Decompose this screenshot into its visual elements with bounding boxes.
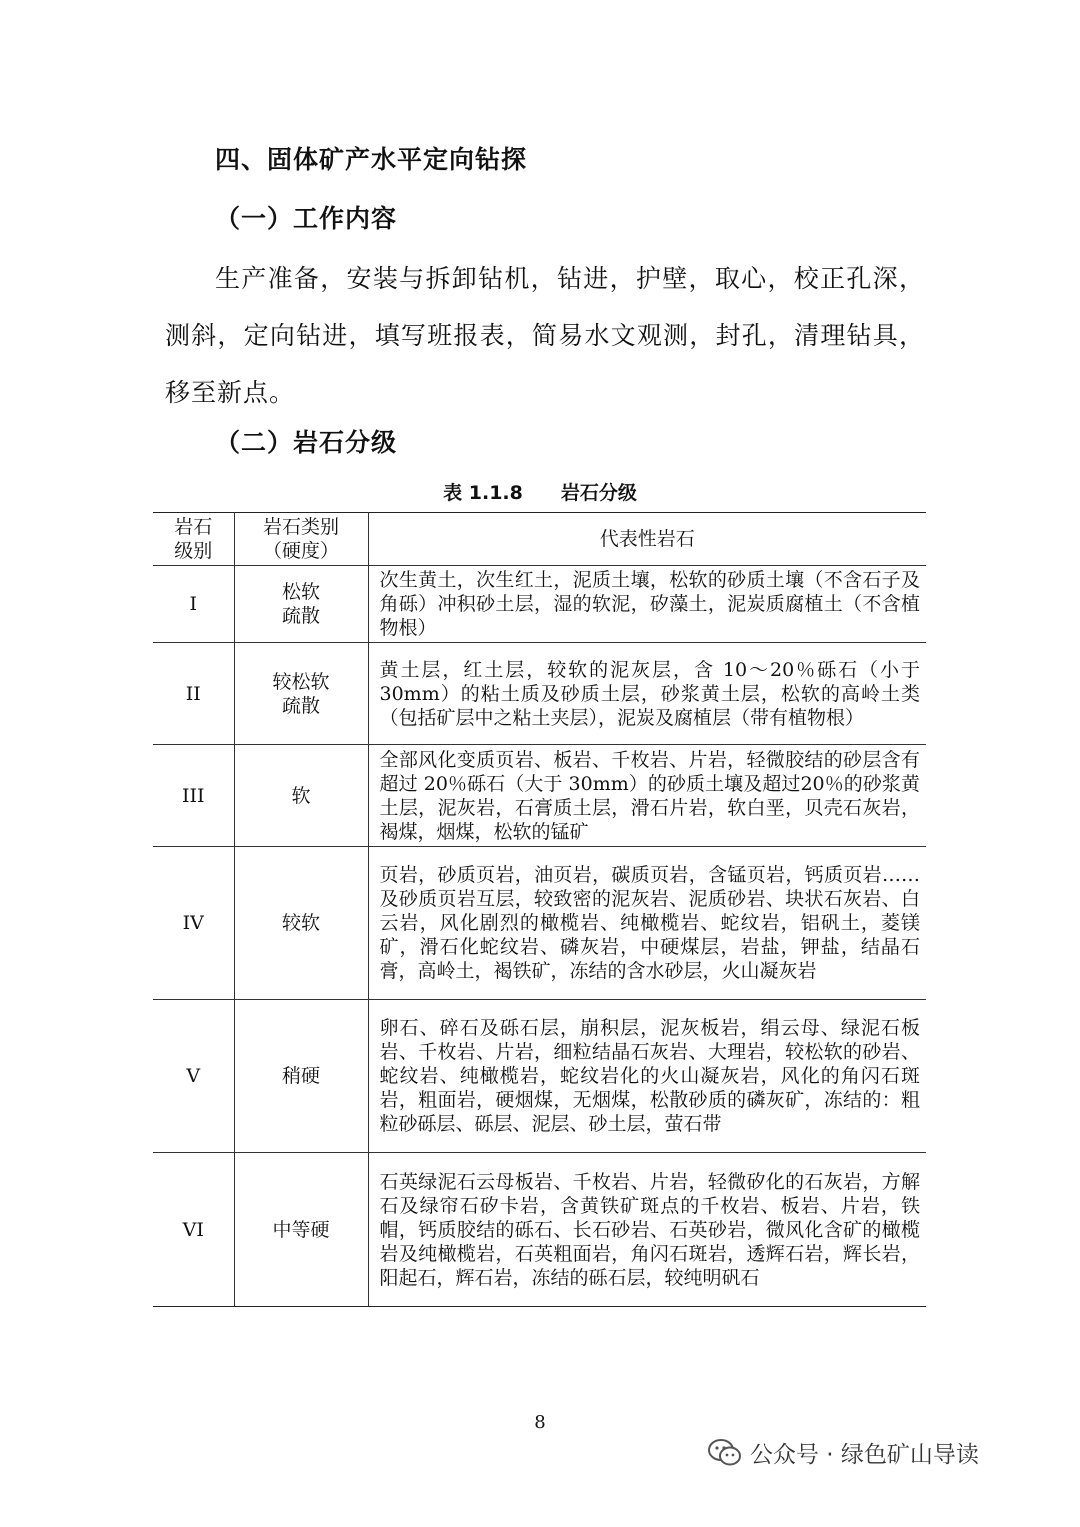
representative-rocks: 全部风化变质页岩、板岩、千枚岩、片岩，轻微胶结的砂层含有超过 20％砾石（大于 30mm）的砂质土壤及超过20％的砂浆黄土层，泥灰岩，石膏质土层，滑石片岩，软白垩，贝壳石灰岩，褐煤，烟煤，松软的锰矿 [368, 745, 926, 847]
table-row [153, 1000, 926, 1153]
table-row [153, 745, 926, 847]
rock-kind: 松软 疏散 [234, 566, 368, 643]
rock-level: II [153, 643, 234, 745]
subsection-title-work-content: （一）工作内容 [215, 204, 398, 233]
rock-kind: 较松软 疏散 [234, 643, 368, 745]
header-representative-rocks: 代表性岩石 [368, 513, 926, 566]
rock-kind: 中等硬 [234, 1153, 368, 1307]
rock-level: I [153, 566, 234, 643]
representative-rocks: 卵石、碎石及砾石层，崩积层，泥灰板岩，绢云母、绿泥石板岩、千枚岩、片岩，细粒结晶石灰岩、大理岩，较松软的砂岩、蛇纹岩、纯橄榄岩，蛇纹岩化的火山凝灰岩，风化的角闪石斑岩，粗面岩，硬烟煤，无烟煤，松散砂质的磷灰矿，冻结的：粗粒砂砾层、砾层、泥层、砂土层，萤石带 [368, 1000, 926, 1153]
rock-kind: 软 [234, 745, 368, 847]
page-number: 8 [534, 1412, 546, 1433]
wechat-icon [708, 1439, 742, 1467]
rock-level: V [153, 1000, 234, 1153]
table-row [153, 643, 926, 745]
subsection-title-rock-classification: （二）岩石分级 [215, 428, 398, 457]
header-rock-kind: 岩石类别 （硬度） [234, 513, 368, 566]
section-title: 四、固体矿产水平定向钻探 [215, 145, 528, 174]
table-row [153, 847, 926, 1000]
rock-level: III [153, 745, 234, 847]
table-row [153, 566, 926, 643]
representative-rocks: 石英绿泥石云母板岩、千枚岩、片岩，轻微矽化的石灰岩，方解石及绿帘石矽卡岩，含黄铁矿斑点的千枚岩、板岩、片岩，铁帽，钙质胶结的砾石、长石砂岩、石英砂岩，微风化含矿的橄榄岩及纯橄榄岩，石英粗面岩，角闪石斑岩，透辉石岩，辉长岩，阳起石，辉石岩，冻结的砾石层，较纯明矾石 [368, 1153, 926, 1307]
table-row [153, 1153, 926, 1307]
representative-rocks: 黄土层，红土层，较软的泥灰层，含 10～20％砾石（小于 30mm）的粘土质及砂质土层，砂浆黄土层，松软的高岭土类（包括矿层中之粘土夹层），泥炭及腐植层（带有植物根） [368, 643, 926, 745]
rock-level: IV [153, 847, 234, 1000]
table-header-row [153, 513, 926, 566]
representative-rocks: 次生黄土，次生红土，泥质土壤，松软的砂质土壤（不含石子及角砾）冲积砂土层，湿的软泥，矽藻土，泥炭质腐植土（不含植物根） [368, 566, 926, 643]
header-rock-level: 岩石 级别 [153, 513, 234, 566]
rock-classification-table [153, 512, 926, 1307]
work-content-paragraph: 生产准备，安装与拆卸钻机，钻进，护壁，取心，校正孔深，测斜，定向钻进，填写班报表，简易水文观测，封孔，清理钻具，移至新点。 [165, 264, 925, 407]
watermark-text: 公众号 · 绿色矿山导读 [750, 1442, 979, 1468]
rock-level: VI [153, 1153, 234, 1307]
representative-rocks: 页岩，砂质页岩，油页岩，碳质页岩，含锰页岩，钙质页岩……及砂质页岩互层，较致密的泥灰岩、泥质砂岩、块状石灰岩、白云岩，风化剧烈的橄榄岩、纯橄榄岩、蛇纹岩，铝矾土，菱镁矿，滑石化蛇纹岩、磷灰岩，中硬煤层，岩盐，钾盐，结晶石膏，高岭土，褐铁矿，冻结的含水砂层，火山凝灰岩 [368, 847, 926, 1000]
rock-kind: 稍硬 [234, 1000, 368, 1153]
rock-kind: 较软 [234, 847, 368, 1000]
watermark [708, 1436, 979, 1469]
table-caption: 表 1.1.8 岩石分级 [443, 482, 637, 504]
